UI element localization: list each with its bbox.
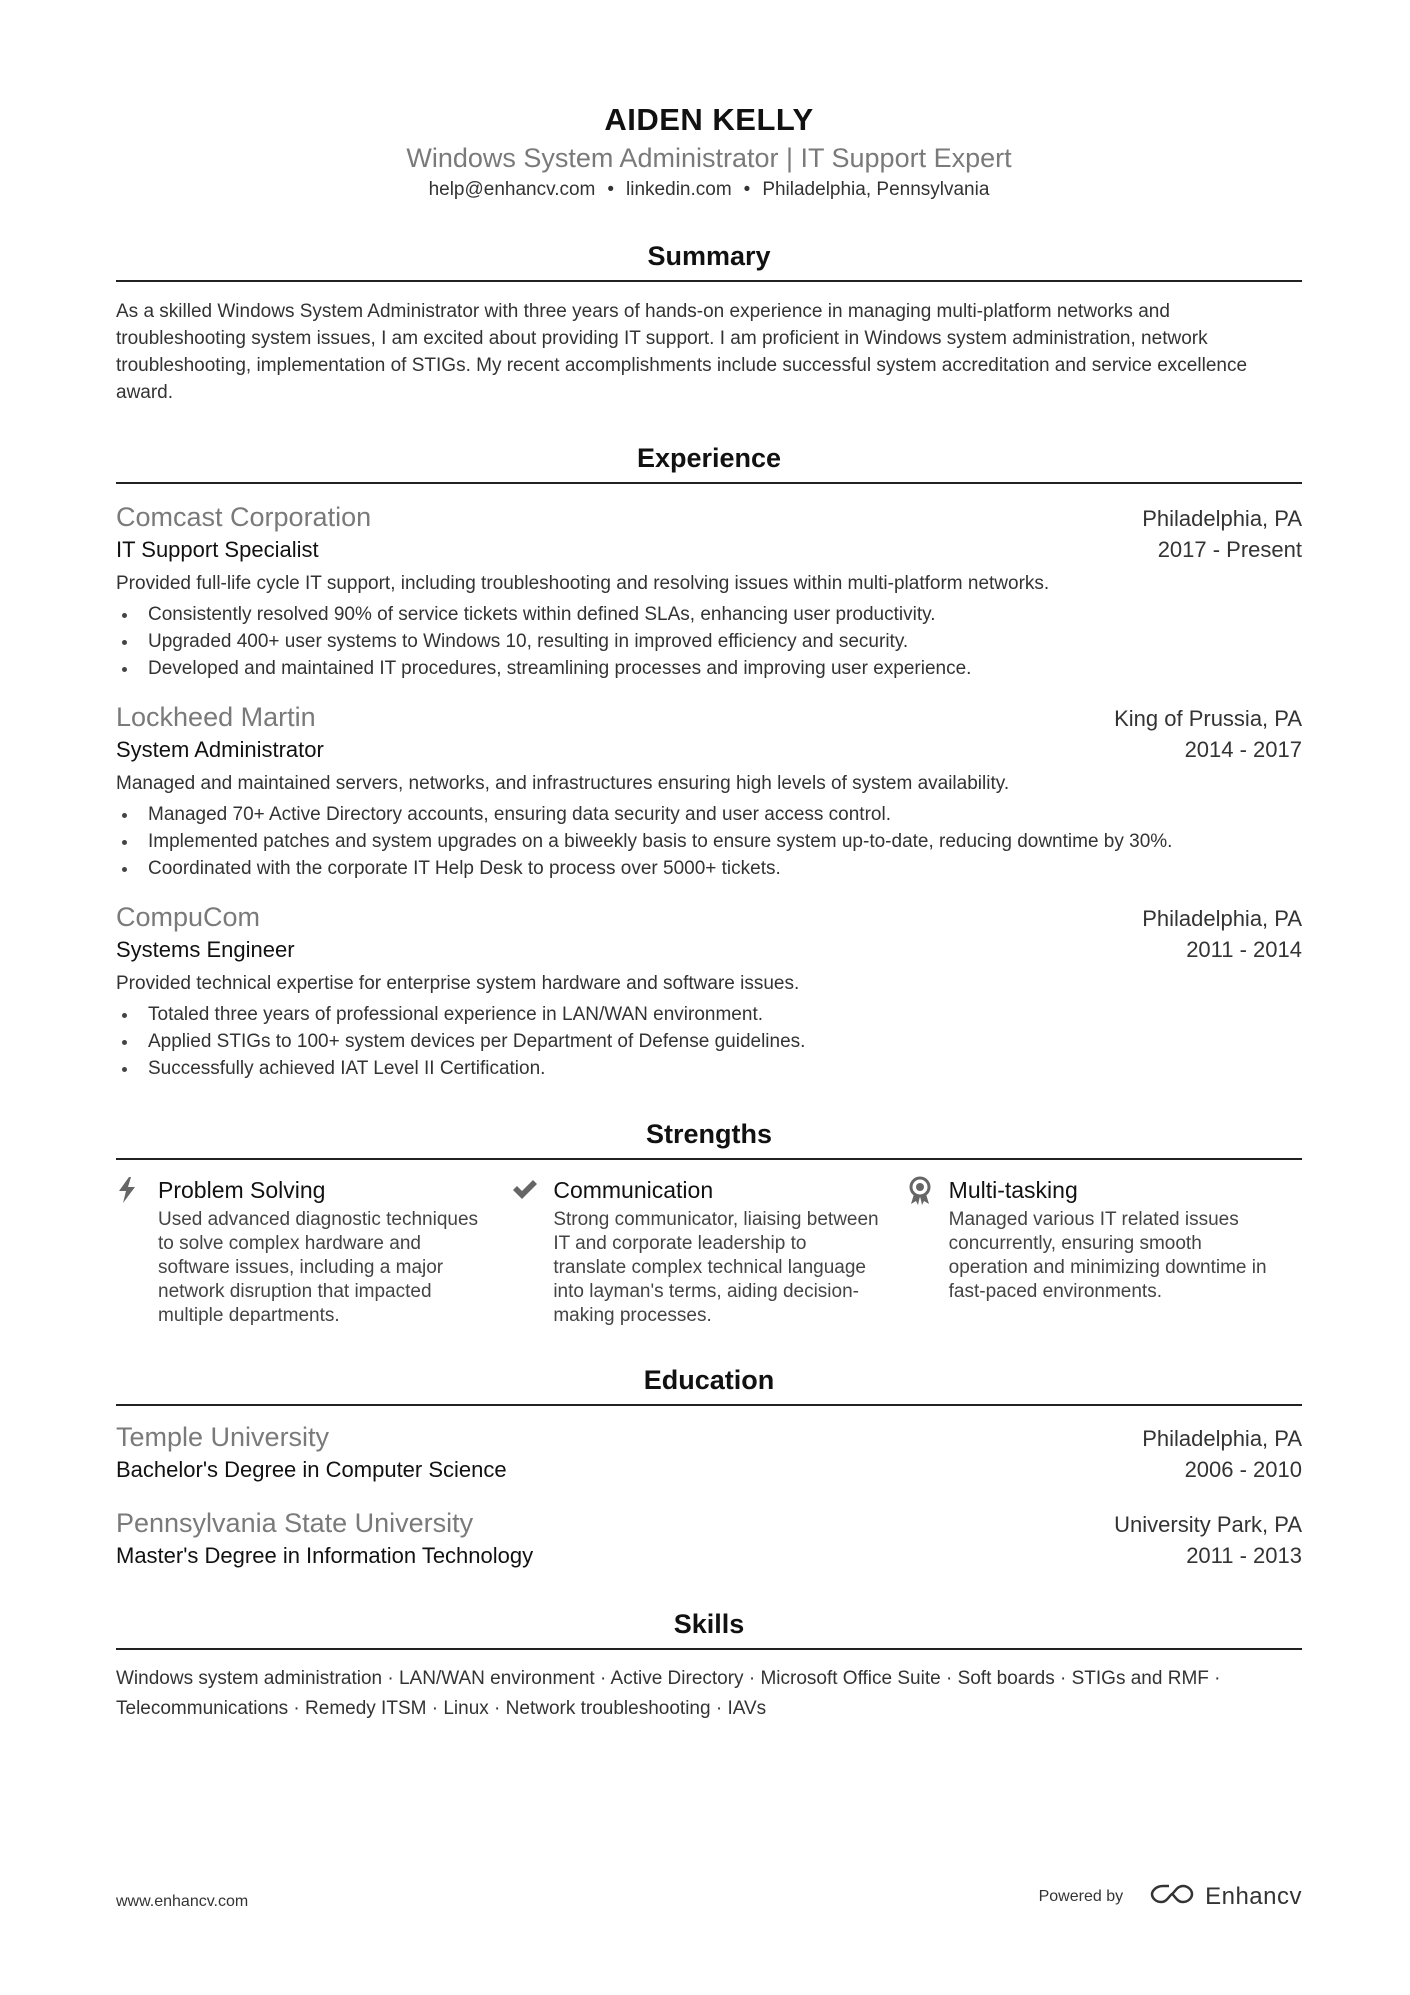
skill-item: Active Directory [610, 1668, 744, 1689]
brand-name: Enhancv [1205, 1882, 1302, 1910]
checkmark-icon [511, 1174, 553, 1328]
separator-dot: • [607, 179, 615, 200]
achievement-item: Totaled three years of professional experience in LAN/WAN environment. [148, 1001, 1302, 1028]
job-description: Managed and maintained servers, networks, and infrastructures ensuring high levels of system availability. [116, 773, 1010, 794]
award-icon [907, 1174, 949, 1328]
education-dates: 2006 - 2010 [1184, 1457, 1302, 1482]
strength-title: Communication [553, 1177, 714, 1203]
contact-location: Philadelphia, Pennsylvania [762, 179, 990, 200]
job-description: Provided full-life cycle IT support, including troubleshooting and resolving issues within multi-platform networks. [116, 573, 1050, 594]
skill-separator: · [743, 1668, 761, 1689]
achievement-list [116, 801, 1302, 882]
achievement-item: Implemented patches and system upgrades on a biweekly basis to ensure system up-to-date, reducing downtime by 30%. [148, 828, 1302, 855]
skill-item: STIGs and RMF [1071, 1668, 1209, 1689]
job-dates: 2011 - 2014 [1186, 937, 1302, 962]
section-title-experience: Experience [116, 440, 1302, 484]
job-dates: 2017 - Present [1157, 537, 1302, 562]
skill-item: Windows system administration [116, 1668, 383, 1689]
achievement-item: Coordinated with the corporate IT Help Desk to process over 5000+ tickets. [148, 855, 1302, 882]
experience-section [116, 440, 1302, 1082]
school-name: Pennsylvania State University [116, 1508, 474, 1538]
company-name: Lockheed Martin [116, 702, 316, 732]
skill-separator: · [382, 1668, 399, 1689]
job-location: King of Prussia, PA [1114, 706, 1302, 731]
section-title-education: Education [116, 1362, 1302, 1406]
strength-title: Multi-tasking [948, 1177, 1078, 1203]
school-name: Temple University [116, 1422, 330, 1452]
skill-separator: · [940, 1668, 958, 1689]
school-location: Philadelphia, PA [1142, 1426, 1302, 1451]
education-section [116, 1362, 1302, 1572]
skill-separator: · [288, 1698, 306, 1719]
achievement-item: Upgraded 400+ user systems to Windows 10, resulting in improved efficiency and security. [148, 628, 1302, 655]
education-dates: 2011 - 2013 [1186, 1543, 1302, 1568]
resume-header [116, 100, 1302, 204]
contact-linkedin[interactable]: linkedin.com [626, 179, 732, 200]
summary-section [116, 238, 1302, 406]
strength-item [907, 1174, 1302, 1328]
company-name: CompuCom [116, 902, 261, 932]
degree-name: Master's Degree in Information Technology [116, 1543, 534, 1568]
summary-text: As a skilled Windows System Administrator with three years of hands-on experience in managing multi-platform networks and troubleshooting system issues, I am excited about providing IT support. I am proficient in Windows system administration, network troubleshooting, implementation of STIGs. My recent accomplishments include successful system accreditation and service excellence award. [116, 301, 1248, 403]
candidate-name: AIDEN KELLY [604, 102, 814, 137]
achievement-item: Successfully achieved IAT Level II Certification. [148, 1055, 1302, 1082]
skill-item: Telecommunications [116, 1698, 289, 1719]
skill-item: IAVs [727, 1698, 767, 1719]
school-location: University Park, PA [1114, 1512, 1302, 1537]
footer-website[interactable]: www.enhancv.com [116, 1893, 249, 1910]
job-location: Philadelphia, PA [1142, 906, 1302, 931]
skill-separator: · [426, 1698, 444, 1719]
footer-branding [1039, 1882, 1302, 1911]
skills-section [116, 1606, 1302, 1724]
skill-item: LAN/WAN environment [398, 1668, 595, 1689]
job-location: Philadelphia, PA [1142, 506, 1302, 531]
achievement-list [116, 601, 1302, 682]
section-title-skills: Skills [116, 1606, 1302, 1650]
experience-entry [116, 900, 1302, 1082]
company-name: Comcast Corporation [116, 502, 372, 532]
strength-item [511, 1174, 906, 1328]
job-title: IT Support Specialist [116, 537, 319, 562]
strengths-section [116, 1116, 1302, 1328]
strength-item [116, 1174, 511, 1328]
job-title: Systems Engineer [116, 937, 295, 962]
strength-description: Strong communicator, liaising between IT and corporate leadership to translate complex technical language into layman's terms, aiding decision-making processes. [553, 1209, 879, 1326]
skill-item: Soft boards [957, 1668, 1055, 1689]
skills-list [116, 1664, 1302, 1724]
skill-separator: · [1208, 1668, 1221, 1689]
skill-item: Remedy ITSM [305, 1698, 427, 1719]
job-dates: 2014 - 2017 [1184, 737, 1302, 762]
skill-separator: · [594, 1668, 611, 1689]
experience-entry [116, 700, 1302, 882]
lightning-icon [116, 1174, 158, 1328]
achievement-item: Consistently resolved 90% of service tickets within defined SLAs, enhancing user productivity. [148, 601, 1302, 628]
achievement-item: Applied STIGs to 100+ system devices per Department of Defense guidelines. [148, 1028, 1302, 1055]
education-entry [116, 1506, 1302, 1572]
strength-title: Problem Solving [158, 1177, 326, 1203]
candidate-headline: Windows System Administrator | IT Support Expert [406, 143, 1012, 173]
achievement-list [116, 1001, 1302, 1082]
enhancv-logo-icon [1149, 1882, 1195, 1911]
degree-name: Bachelor's Degree in Computer Science [116, 1457, 507, 1482]
achievement-item: Developed and maintained IT procedures, streamlining processes and improving user experience. [148, 655, 1302, 682]
experience-entry [116, 500, 1302, 682]
separator-dot: • [743, 179, 751, 200]
job-title: System Administrator [116, 737, 324, 762]
achievement-item: Managed 70+ Active Directory accounts, ensuring data security and user access control. [148, 801, 1302, 828]
skill-separator: · [488, 1698, 506, 1719]
contact-info [116, 176, 1302, 204]
skill-item: Network troubleshooting [505, 1698, 711, 1719]
section-title-strengths: Strengths [116, 1116, 1302, 1160]
skill-item: Microsoft Office Suite [760, 1668, 941, 1689]
strength-description: Managed various IT related issues concurrently, ensuring smooth operation and minimizing downtime in fast-paced environments. [948, 1209, 1267, 1302]
strength-description: Used advanced diagnostic techniques to solve complex hardware and software issues, including a major network disruption that impacted multiple departments. [158, 1209, 479, 1326]
education-entry [116, 1420, 1302, 1486]
resume-content [116, 100, 1302, 1724]
job-description: Provided technical expertise for enterprise system hardware and software issues. [116, 973, 800, 994]
powered-by-label: Powered by [1038, 1887, 1124, 1905]
skill-separator: · [710, 1698, 728, 1719]
skill-item: Linux [443, 1698, 489, 1719]
contact-email[interactable]: help@enhancv.com [428, 179, 596, 200]
strengths-grid [116, 1174, 1302, 1328]
section-title-summary: Summary [116, 238, 1302, 282]
skill-separator: · [1054, 1668, 1072, 1689]
